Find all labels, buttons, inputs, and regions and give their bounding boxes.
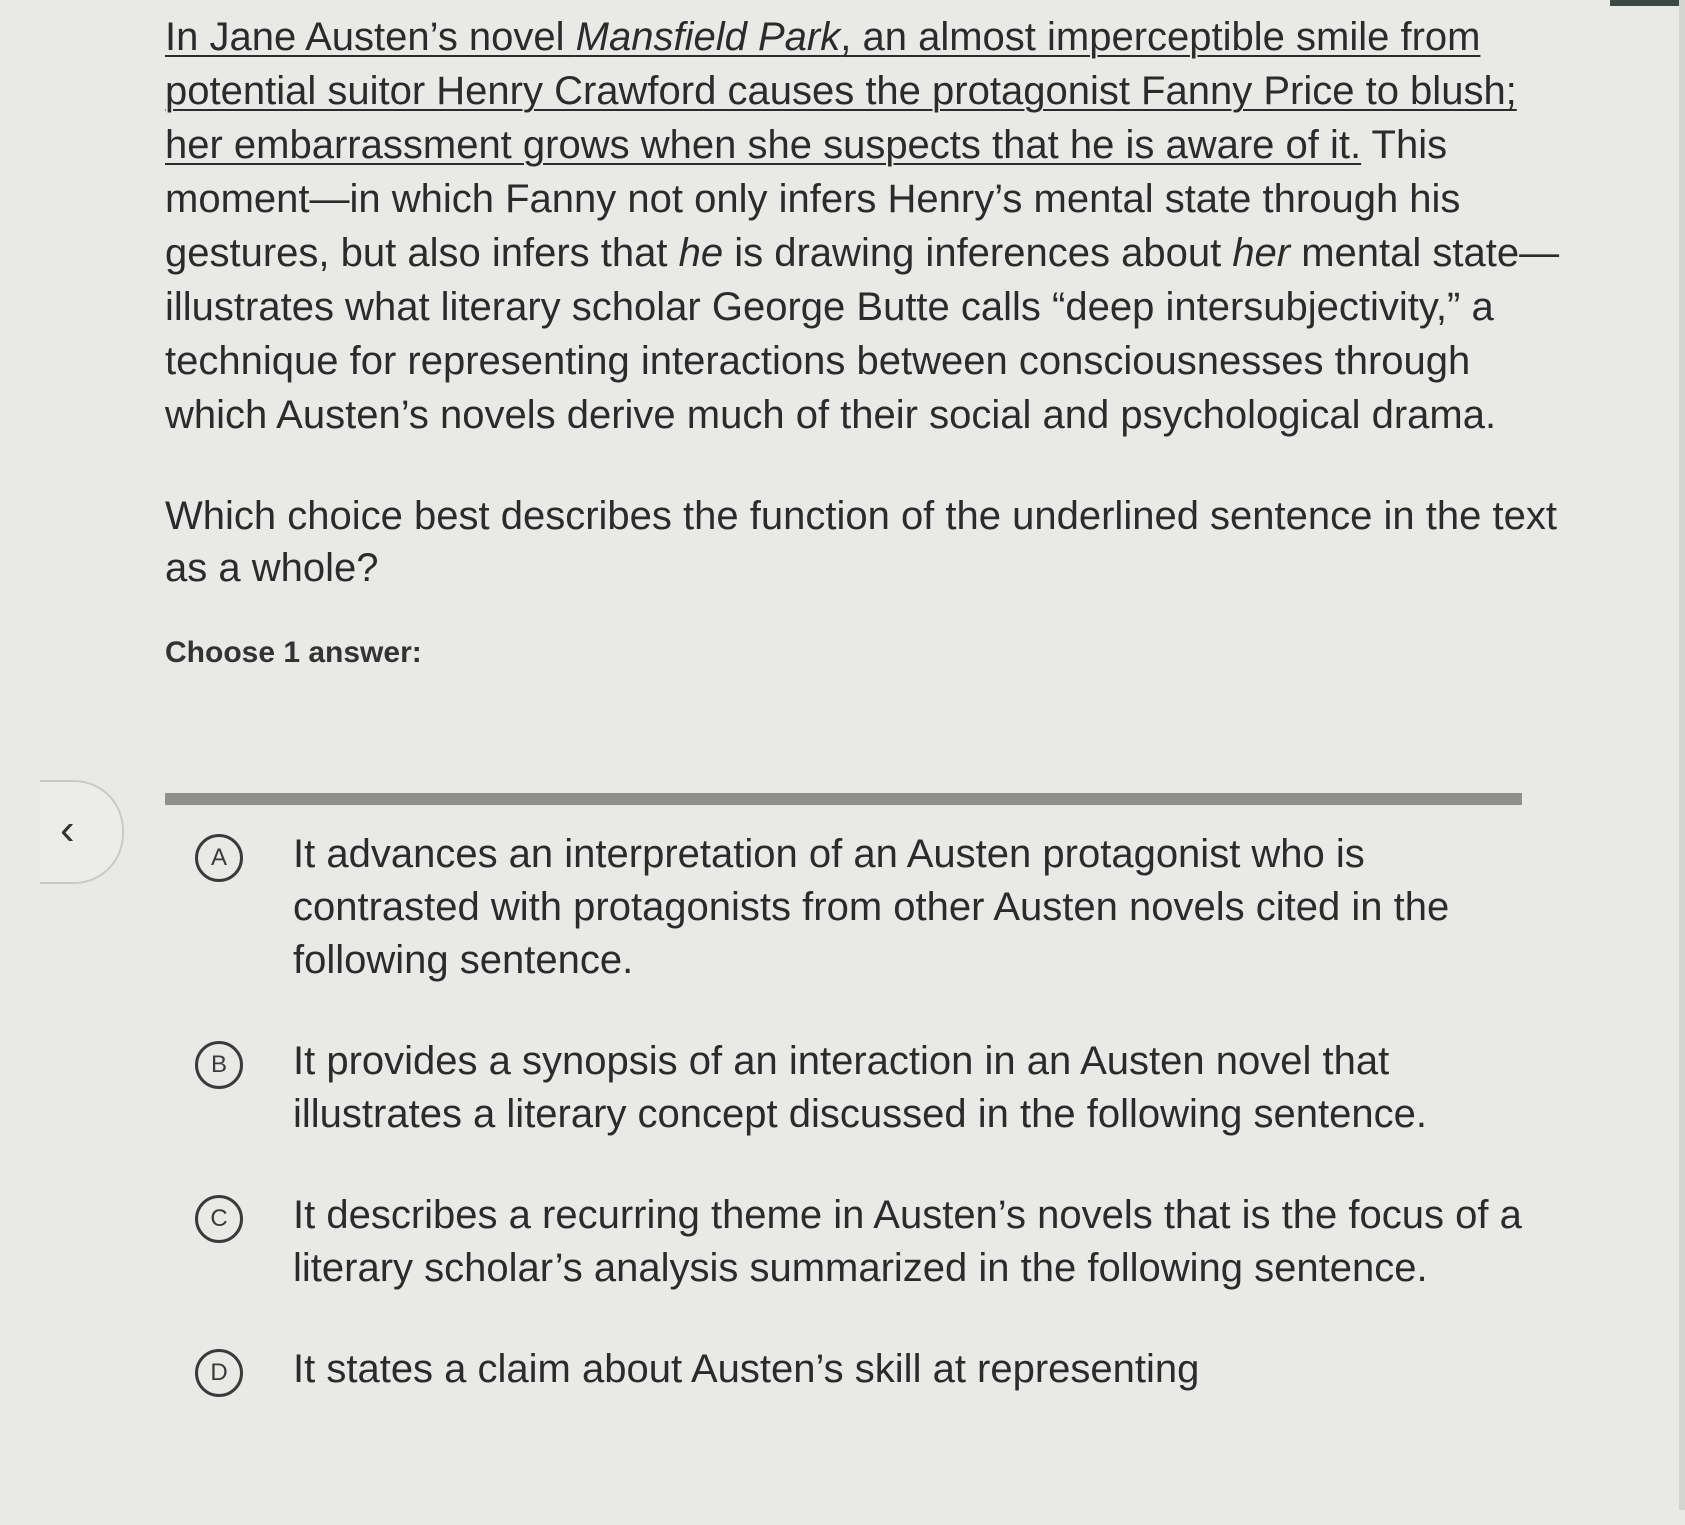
emphasis-her: her (1232, 231, 1291, 275)
right-edge-scrollbar[interactable] (1679, 0, 1685, 1525)
back-button[interactable] (40, 780, 124, 884)
top-edge-bar (1610, 0, 1685, 6)
passage-text: In Jane Austen’s novel Mansfield Park, an almost imperceptible smile from potential suitor Henry Crawford causes the protagonist Fanny Price to blush; her embarrassment grows when she suspects that he is aware of it. This moment—in which Fanny not only infers Henry’s mental state through his gestures, but also infers that he is drawing inferences about her mental state—illustrates what literary scholar George Butte calls “deep intersubjectivity,” a technique for representing interactions between consciousnesses through which Austen’s novels derive much of their social and psychological drama. (165, 15, 1560, 437)
choice-b-radio[interactable]: B (195, 1041, 243, 1089)
choice-c[interactable] (195, 1189, 1535, 1295)
choice-d-radio[interactable]: D (195, 1349, 243, 1397)
choice-b[interactable] (195, 1035, 1535, 1141)
choice-a[interactable] (195, 828, 1535, 987)
choice-d-text[interactable]: It states a claim about Austen’s skill at representing (293, 1347, 1200, 1391)
choice-a-text[interactable]: It advances an interpretation of an Austen protagonist who is contrasted with protagonists from other Austen novels cited in the following sentence. (293, 832, 1450, 982)
question-content (165, 10, 1565, 670)
bottom-edge (0, 1510, 1685, 1525)
novel-title: Mansfield Park (575, 15, 841, 59)
choice-d[interactable] (195, 1343, 1535, 1397)
question-prompt: Which choice best describes the function of the underlined sentence in the text as a whole? (165, 494, 1557, 590)
choice-a-radio[interactable]: A (195, 834, 243, 882)
choice-b-text[interactable]: It provides a synopsis of an interaction in an Austen novel that illustrates a literary concept discussed in the following sentence. (293, 1039, 1427, 1136)
underlined-sentence: In Jane Austen’s novel Mansfield Park, an almost imperceptible smile from potential suitor Henry Crawford causes the protagonist Fanny Price to blush; her embarrassment grows when she suspects that he is aware of it. (165, 15, 1517, 167)
choice-c-radio[interactable]: C (195, 1195, 243, 1243)
choice-c-text[interactable]: It describes a recurring theme in Austen’s novels that is the focus of a literary scholar’s analysis summarized in the following sentence. (293, 1193, 1522, 1290)
chevron-left-icon[interactable]: ‹ (60, 805, 75, 854)
emphasis-he: he (678, 231, 724, 275)
choices-divider (165, 793, 1522, 805)
answer-choices (195, 828, 1535, 1445)
choose-label: Choose 1 answer: (165, 636, 422, 669)
